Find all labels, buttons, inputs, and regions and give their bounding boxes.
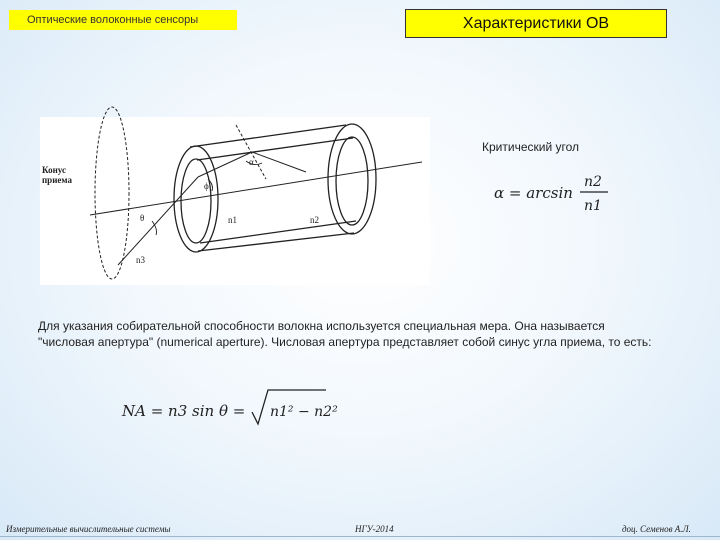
critical-formula-numerator: n2 [584,174,602,190]
phi-label: ϕ [204,181,209,191]
critical-formula-denominator: n1 [584,198,602,214]
fiber-acceptance-figure [40,117,430,285]
acceptance-label: приема [42,175,72,185]
fiber-diagram [40,117,430,285]
boundary-normal [236,125,266,179]
acceptance-cone-ellipse [95,107,129,279]
alpha-label: α [249,157,254,167]
section-label [9,10,237,30]
footer-divider [0,536,720,537]
numerical-aperture-formula [120,384,338,434]
fiber-left-inner [181,159,211,243]
section-label-text: Оптические волоконные сенсоры [27,14,199,26]
cone-label: Конус [42,165,66,175]
critical-angle-formula [490,168,630,220]
n2-label: n2 [310,215,319,225]
na-formula-radicand: n1² − n2² [270,404,338,420]
fiber-bottom-outer [198,233,354,251]
slide-title [405,9,667,38]
slide-title-text: Характеристики ОВ [462,14,610,32]
fiber-bottom-inner [200,221,356,243]
aperture-paragraph: Для указания собирательной способности волокна используется специальная мера. Она называется "числовая апертура" (numerical aperture). Числовая апертура представляет собой синус угла приема, то есть: [38,319,652,349]
n1-label: n1 [228,215,237,225]
na-formula-lhs: NA = n3 sin θ = [122,402,246,420]
numerical-aperture-formula-svg [120,384,338,434]
footer-center: НГУ-2014 [355,524,394,534]
incident-ray [118,177,198,265]
critical-angle-formula-svg [490,168,630,220]
fiber-top-outer [190,125,346,147]
footer-right: доц. Семенов А.Л. [622,524,691,534]
fiber-right-inner [336,137,368,225]
footer-left: Измерительные вычислительные системы [6,524,171,534]
critical-formula-lhs: α = arcsin [494,184,573,202]
n3-label: n3 [136,255,145,265]
critical-angle-label: Критический угол [482,140,580,154]
theta-label: θ [140,213,145,223]
